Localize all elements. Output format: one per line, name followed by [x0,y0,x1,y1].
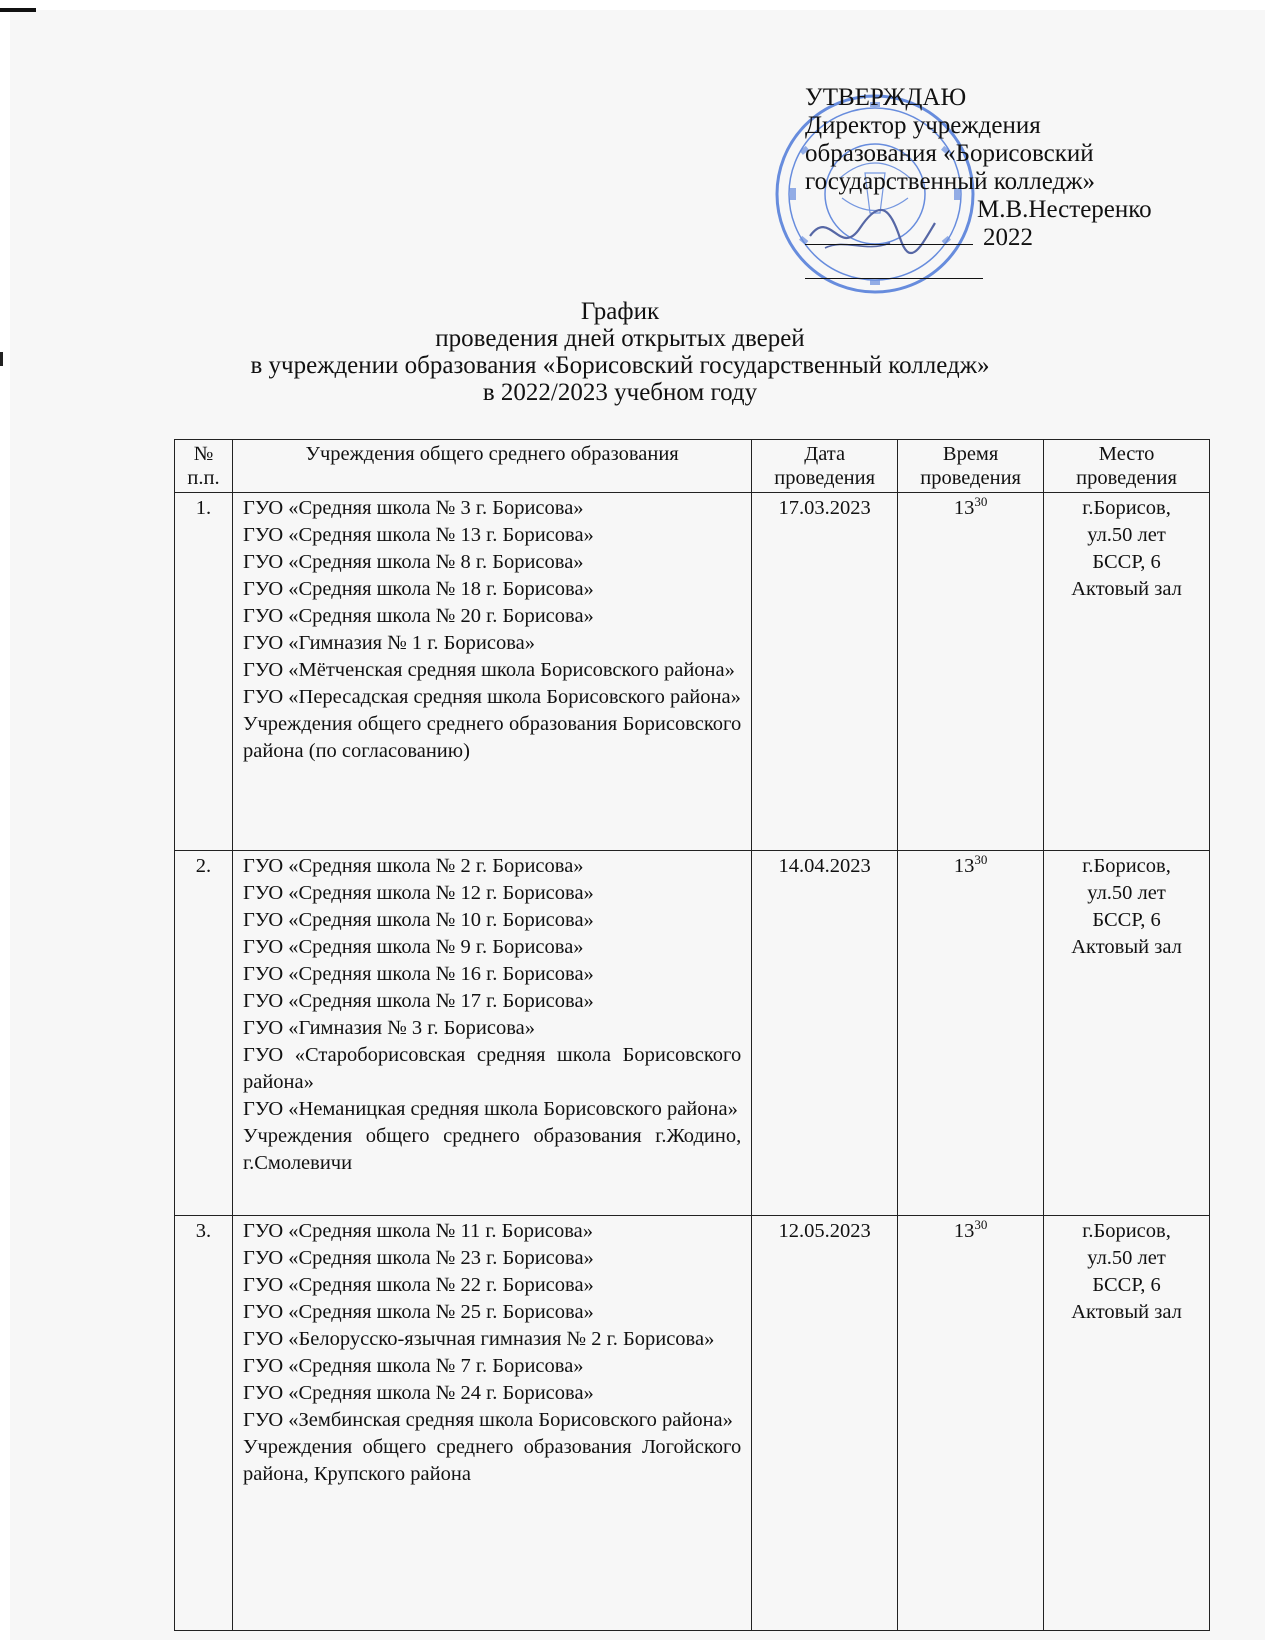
event-time [898,493,1044,851]
institution-item: ГУО «Средняя школа № 22 г. Борисова» [242,1274,594,1296]
scan-edge-mark [0,8,36,12]
event-date: 12.05.2023 [752,1216,898,1631]
institution-item: ГУО «Средняя школа № 25 г. Борисова» [242,1301,594,1323]
institution-item: ГУО «Средняя школа № 2 г. Борисова» [242,855,584,877]
institution-item: ГУО «Мётченская средняя школа Борисовского района» [242,659,735,681]
time-hour: 13 [953,855,975,877]
event-time [898,851,1044,1216]
institution-item: ГУО «Средняя школа № 12 г. Борисова» [242,882,594,904]
institution-item: ГУО «Средняя школа № 3 г. Борисова» [242,497,584,519]
time-hour: 13 [953,497,975,519]
header-institutions: Учреждения общего среднего образования [232,440,751,493]
institution-item: Учреждения общего среднего образования Логойского района, Крупского района [242,1436,742,1485]
event-place [1044,851,1210,1216]
schedule-table [174,439,1210,1631]
event-time [898,1216,1044,1631]
institution-item: ГУО «Гимназия № 1 г. Борисова» [242,632,535,654]
place-line: г.Борисов, [1082,1220,1171,1242]
approval-line: образования «Борисовский [805,140,1094,167]
header-date: Дата проведения [752,440,898,493]
institution-item: ГУО «Средняя школа № 23 г. Борисова» [242,1247,594,1269]
place-line: Актовый зал [1071,936,1182,958]
institution-item: ГУО «Гимназия № 3 г. Борисова» [242,1017,535,1039]
institution-item: ГУО «Староборисовская средняя школа Борисовского района» [242,1044,742,1093]
time-minutes: 30 [974,852,988,868]
institution-item: ГУО «Средняя школа № 9 г. Борисова» [242,936,584,958]
approval-block [805,84,1205,252]
table-row [175,493,1210,851]
table-header-row [175,440,1210,493]
table-row [175,851,1210,1216]
time-minutes: 30 [974,1217,988,1233]
header-place: Место проведения [1044,440,1210,493]
approval-year: 2022 [983,224,1033,251]
table-row [175,1216,1210,1631]
institutions-cell [232,851,751,1216]
event-date: 17.03.2023 [752,493,898,851]
title-line: в учреждении образования «Борисовский государственный колледж» [250,352,990,379]
institution-item: ГУО «Средняя школа № 18 г. Борисова» [242,578,594,600]
place-line: г.Борисов, [1082,855,1171,877]
institution-item: ГУО «Неманицкая средняя школа Борисовского района» [242,1098,738,1120]
institution-item: ГУО «Средняя школа № 24 г. Борисова» [242,1382,594,1404]
signatory-name: М.В.Нестеренко [977,196,1152,223]
place-line: г.Борисов, [1082,497,1171,519]
approval-heading: УТВЕРЖДАЮ [805,84,967,111]
place-line: Актовый зал [1071,578,1182,600]
institution-item: ГУО «Средняя школа № 11 г. Борисова» [242,1220,594,1242]
row-number: 2. [175,851,233,1216]
date-line [805,278,983,279]
institution-item: ГУО «Средняя школа № 20 г. Борисова» [242,605,594,627]
institutions-cell [232,1216,751,1631]
header-time: Время проведения [898,440,1044,493]
time-hour: 13 [953,1220,975,1242]
approval-line: Директор учреждения [805,112,1041,139]
place-line: БССР, 6 [1092,551,1161,573]
approval-line: государственный колледж» [805,168,1095,195]
institutions-cell [232,493,751,851]
place-line: Актовый зал [1071,1301,1182,1323]
time-minutes: 30 [974,494,988,510]
institution-item: ГУО «Средняя школа № 17 г. Борисова» [242,990,594,1012]
institution-item: ГУО «Белорусско-язычная гимназия № 2 г. Борисова» [242,1328,715,1350]
row-number: 3. [175,1216,233,1631]
place-line: ул.50 лет [1087,524,1166,546]
institution-item: Учреждения общего среднего образования г.Жодино, г.Смолевичи [242,1125,742,1174]
institution-item: ГУО «Средняя школа № 7 г. Борисова» [242,1355,584,1377]
place-line: БССР, 6 [1092,909,1161,931]
signature-line [805,244,973,245]
institution-item: ГУО «Средняя школа № 16 г. Борисова» [242,963,594,985]
place-line: БССР, 6 [1092,1274,1161,1296]
header-num: № п.п. [175,440,233,493]
event-place [1044,1216,1210,1631]
title-line: График [580,298,660,325]
event-place [1044,493,1210,851]
institution-item: Учреждения общего среднего образования Борисовского района (по согласованию) [242,713,742,762]
institution-item: ГУО «Средняя школа № 13 г. Борисова» [242,524,594,546]
institution-item: ГУО «Пересадская средняя школа Борисовского района» [242,686,741,708]
row-number: 1. [175,493,233,851]
title-line: в 2022/2023 учебном году [482,379,758,406]
place-line: ул.50 лет [1087,1247,1166,1269]
scan-edge-mark-left [0,352,3,366]
institution-item: ГУО «Зембинская средняя школа Борисовского района» [242,1409,733,1431]
document-title [175,298,1065,406]
event-date: 14.04.2023 [752,851,898,1216]
institution-item: ГУО «Средняя школа № 10 г. Борисова» [242,909,594,931]
institution-item: ГУО «Средняя школа № 8 г. Борисова» [242,551,584,573]
title-line: проведения дней открытых дверей [435,325,805,352]
place-line: ул.50 лет [1087,882,1166,904]
